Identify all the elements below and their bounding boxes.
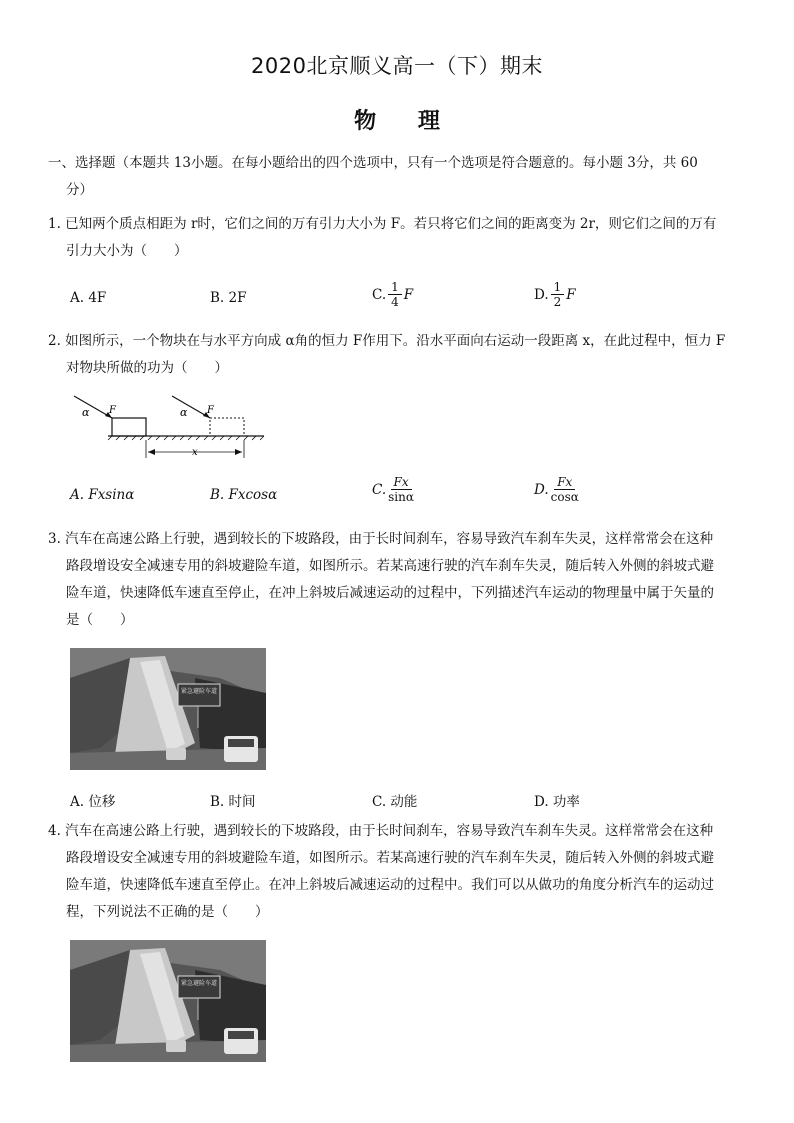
q2-option-d-label: D.: [534, 481, 549, 498]
subject-title: 物 理: [354, 109, 440, 134]
q1-option-d-variable: F: [566, 286, 576, 303]
q2-option-c-denominator: sinα: [388, 490, 414, 504]
force-label-initial: F: [109, 405, 116, 416]
q1-option-c-variable: F: [403, 286, 414, 303]
question-2: [48, 328, 768, 382]
question-3-line4: 是（ ）: [66, 612, 134, 628]
q2-option-c-label: C.: [372, 481, 387, 498]
q4-escape-ramp-photo: [70, 940, 266, 1062]
section-heading-line1: 一、选择题（本题共 13小题。在每小题给出的四个选项中，只有一个选项是符合题意的。每小题 3分，共 60: [48, 155, 698, 171]
question-3-line3: 险车道，快速降低车速直至停止，在冲上斜坡后减速运动的过程中，下列描述汽车运动的物理量中属于矢量的: [66, 585, 714, 601]
section-heading-line2: 分）: [66, 182, 93, 198]
q3-option-a[interactable]: A. 位移: [70, 794, 116, 810]
question-3-line1: 3. 汽车在高速公路上行驶，遇到较长的下坡路段，由于长时间刹车，容易导致汽车刹车失灵，这样常常会在这种: [48, 531, 714, 547]
q3-option-c[interactable]: C. 动能: [372, 794, 418, 810]
q1-option-c-denominator: 4: [391, 295, 399, 309]
q1-option-c-label: C.: [372, 286, 387, 303]
q3-option-b[interactable]: B. 时间: [210, 794, 256, 810]
question-1-line2: 引力大小为（ ）: [66, 243, 188, 259]
q1-option-b[interactable]: B. 2F: [210, 290, 247, 306]
question-3: [48, 526, 768, 634]
block-final: [210, 418, 244, 436]
q2-option-b[interactable]: B. Fxcosα: [210, 487, 278, 503]
q2-force-diagram: [68, 392, 268, 464]
q1-option-a[interactable]: A. 4F: [70, 290, 107, 306]
distance-label: x: [192, 447, 198, 458]
q1-option-d-numerator: 1: [551, 280, 565, 295]
question-4-line2: 路段增设安全减速专用的斜坡避险车道，如图所示。若某高速行驶的汽车刹车失灵，随后转入外侧的斜坡式避: [66, 850, 714, 866]
q2-option-d-denominator: cosα: [550, 490, 579, 504]
q2-option-c[interactable]: [372, 475, 416, 504]
question-4-line1: 4. 汽车在高速公路上行驶，遇到较长的下坡路段，由于长时间刹车，容易导致汽车刹车失灵。这样常常会在这种: [48, 823, 714, 839]
van-window: [228, 1031, 254, 1039]
force-label-final: F: [207, 405, 214, 416]
q1-option-d-denominator: 2: [553, 295, 562, 309]
question-4: [48, 818, 768, 926]
alpha-label-final: α: [180, 406, 188, 419]
question-1-line1: 1. 已知两个质点相距为 r时，它们之间的万有引力大小为 F。若只将它们之间的距离变为 2r，则它们之间的万有: [48, 216, 717, 232]
car-small: [166, 1040, 186, 1052]
question-4-line4: 程，下列说法不正确的是（ ）: [66, 904, 269, 920]
q1-option-d-fraction: [551, 280, 565, 309]
question-2-line2: 对物块所做的功为（ ）: [66, 360, 228, 376]
road-sign-text: 紧急避险车道: [181, 688, 218, 695]
ground-hatching: [108, 436, 264, 440]
distance-arrow-right: [235, 449, 242, 455]
question-4-line3: 险车道，快速降低车速直至停止。在冲上斜坡后减速运动的过程中。我们可以从做功的角度分析汽车的运动过: [66, 877, 714, 893]
q2-option-d[interactable]: [534, 475, 581, 504]
road-sign-text: 紧急避险车道: [181, 980, 218, 987]
q3-escape-ramp-photo: [70, 648, 266, 770]
q2-option-a[interactable]: A. Fxsinα: [70, 487, 135, 503]
question-2-line1: 2. 如图所示，一个物块在与水平方向成 α角的恒力 F作用下。沿水平面向右运动一段距离 x，在此过程中，恒力 F: [48, 333, 726, 349]
q3-option-d[interactable]: D. 功率: [534, 794, 580, 810]
q1-option-d-label: D.: [534, 286, 549, 303]
q2-option-d-numerator: Fx: [554, 475, 575, 490]
van-window: [228, 739, 254, 747]
distance-arrow-left: [148, 449, 155, 455]
question-3-line2: 路段增设安全减速专用的斜坡避险车道，如图所示。若某高速行驶的汽车刹车失灵，随后转入外侧的斜坡式避: [66, 558, 714, 574]
q2-option-c-numerator: Fx: [391, 475, 412, 490]
q1-option-c-numerator: 1: [388, 280, 402, 295]
page-title: 2020北京顺义高一（下）期末: [251, 54, 543, 78]
q1-option-c[interactable]: [372, 280, 413, 309]
section-heading: [48, 150, 768, 204]
q2-option-d-fraction: [551, 475, 579, 504]
q1-option-d[interactable]: [534, 280, 576, 309]
q2-option-c-fraction: [388, 475, 414, 504]
question-1: [48, 211, 768, 265]
alpha-label-initial: α: [82, 406, 90, 419]
car-small: [166, 748, 186, 760]
block-initial: [112, 418, 146, 436]
q1-option-c-fraction: [388, 280, 402, 309]
